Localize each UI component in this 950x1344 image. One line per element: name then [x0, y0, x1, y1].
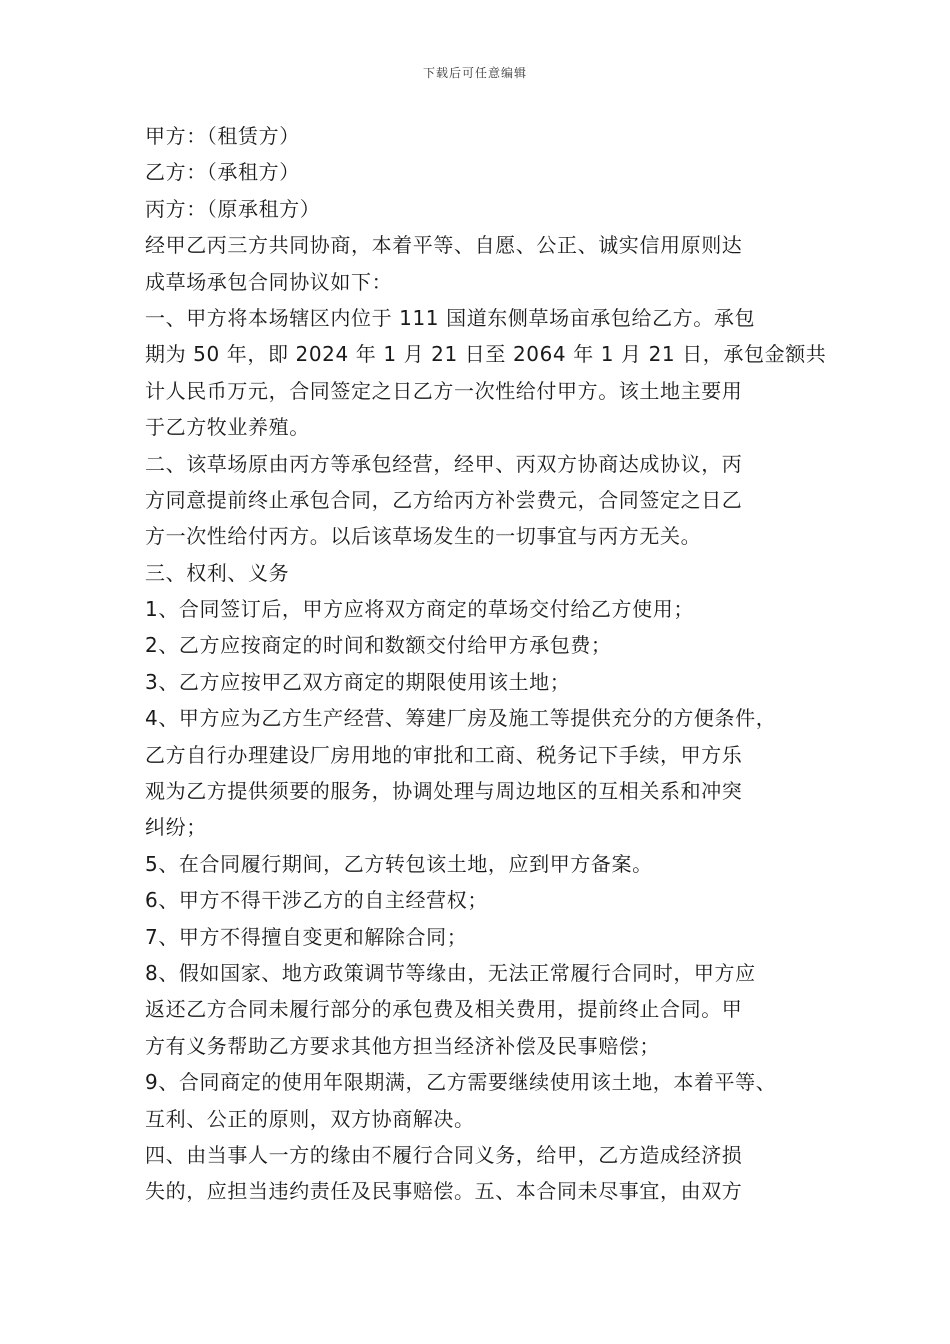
contract-text-line: 观为乙方提供须要的服务，协调处理与周边地区的互相关系和冲突	[145, 779, 743, 804]
section-heading: 三、权利、义务	[145, 560, 290, 585]
contract-text-line: 返还乙方合同未履行部分的承包费及相关费用，提前终止合同。甲	[145, 997, 743, 1022]
contract-text-line: 纠纷；	[145, 815, 207, 840]
contract-text-line: 乙方自行办理建设厂房用地的审批和工商、税务记下手续，甲方乐	[145, 742, 743, 767]
party-b-line: 乙方：（承租方）	[145, 160, 300, 185]
contract-text-line: 期为 50 年，即 2024 年 1 月 21 日至 2064 年 1 月 21 日，承包金额共	[145, 342, 827, 367]
contract-text-line: 成草场承包合同协议如下：	[145, 269, 393, 294]
contract-text-line: 方一次性给付丙方。以后该草场发生的一切事宜与丙方无关。	[145, 524, 702, 549]
page-header: 下载后可任意编辑	[422, 66, 527, 80]
contract-text-line: 5、在合同履行期间，乙方转包该土地，应到甲方备案。	[145, 851, 653, 876]
contract-text-line: 互利、公正的原则，双方协商解决。	[145, 1106, 475, 1131]
contract-text-line: 9、合同商定的使用年限期满，乙方需要继续使用该土地，本着平等、	[145, 1070, 777, 1095]
party-a-line: 甲方：（租赁方）	[145, 124, 300, 148]
party-c-line: 丙方：（原承租方）	[145, 196, 321, 221]
contract-text-line: 6、甲方不得干涉乙方的自主经营权；	[145, 888, 488, 913]
contract-text-line: 四、由当事人一方的缘由不履行合同义务，给甲，乙方造成经济损	[145, 1142, 743, 1167]
contract-text-line: 3、乙方应按甲乙双方商定的期限使用该土地；	[145, 669, 571, 694]
contract-body	[145, 118, 835, 1210]
contract-text-line: 二、该草场原由丙方等承包经营，经甲、丙双方协商达成协议，丙	[145, 451, 743, 476]
contract-text-line: 方有义务帮助乙方要求其他方担当经济补偿及民事赔偿；	[145, 1033, 660, 1058]
contract-text-line: 8、假如国家、地方政策调节等缘由，无法正常履行合同时，甲方应	[145, 960, 756, 985]
contract-text-line: 4、甲方应为乙方生产经营、筹建厂房及施工等提供充分的方便条件，	[145, 706, 777, 731]
contract-text-line: 7、甲方不得擅自变更和解除合同；	[145, 924, 468, 949]
contract-text-line: 方同意提前终止承包合同，乙方给丙方补尝费元，合同签定之日乙	[145, 487, 743, 512]
contract-text-line: 经甲乙丙三方共同协商，本着平等、自愿、公正、诚实信用原则达	[145, 233, 743, 258]
contract-text-line: 1、合同签订后，甲方应将双方商定的草场交付给乙方使用；	[145, 597, 694, 622]
contract-text-line: 于乙方牧业养殖。	[145, 415, 310, 440]
contract-text-line: 2、乙方应按商定的时间和数额交付给甲方承包费；	[145, 633, 612, 658]
contract-text-line: 一、甲方将本场辖区内位于 111 国道东侧草场亩承包给乙方。承包	[145, 305, 756, 330]
contract-text-line: 计人民币万元，合同签定之日乙方一次性给付甲方。该土地主要用	[145, 378, 743, 403]
contract-text-line: 失的，应担当违约责任及民事赔偿。五、本合同未尽事宜，由双方	[145, 1179, 743, 1204]
